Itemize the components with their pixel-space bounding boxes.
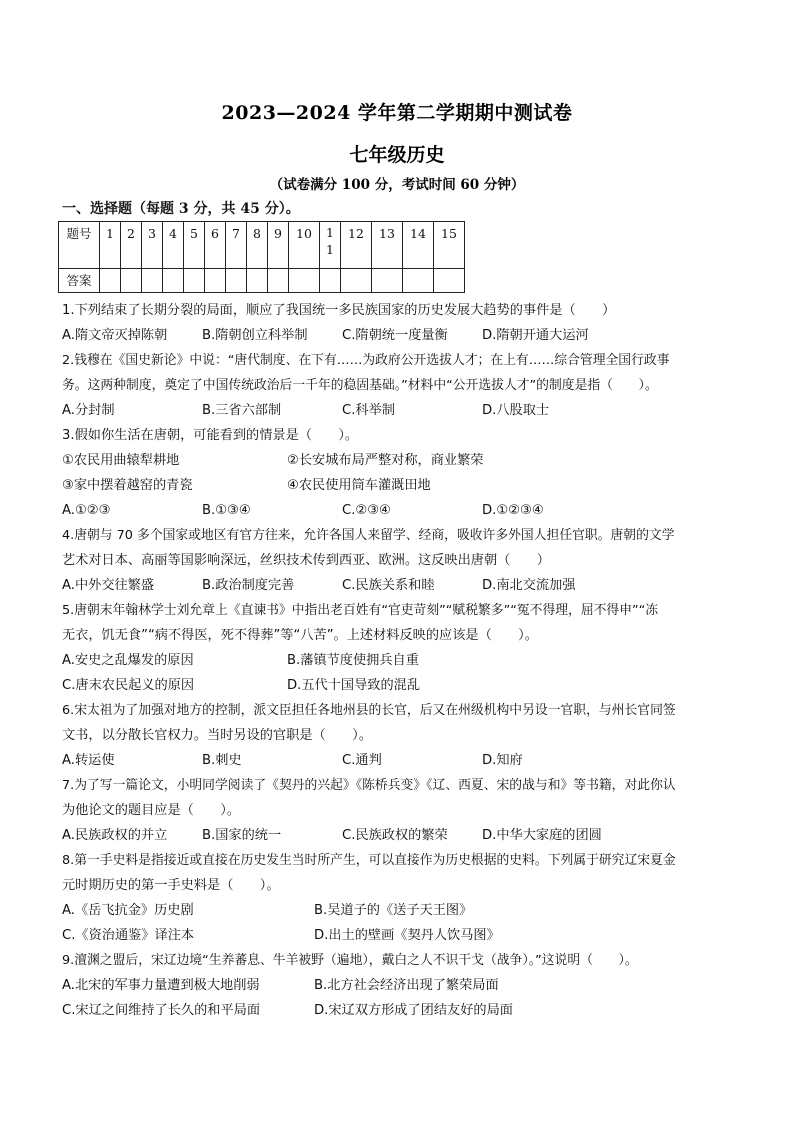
- grid-number-split: [320, 222, 341, 269]
- question-8-option-d: D.出土的壁画《契丹人饮马图》: [314, 928, 500, 943]
- question-2-option-b: B.三省六部制: [202, 403, 282, 418]
- grid-number: 14: [403, 222, 434, 269]
- question-9-option-a: A.北宋的军事力量遭到极大地削弱: [62, 978, 260, 993]
- question-3-option-b: B.①③④: [202, 503, 251, 518]
- question-8-option-c: C.《资治通鉴》译注本: [62, 928, 195, 943]
- answer-cell[interactable]: [100, 269, 121, 293]
- question-2-stem-line2: 务。这两种制度，奠定了中国传统政治后一千年的稳固基础。”材料中“公开选拔人才”的制度是指（ ）。: [62, 378, 658, 393]
- question-1-option-a: A.隋文帝灭掉陈朝: [62, 328, 168, 343]
- grid-label-number: 题号: [59, 222, 100, 269]
- question-6-option-a: A.转运使: [62, 753, 115, 768]
- exam-note: （试卷满分 100 分，考试时间 60 分钟）: [269, 177, 525, 193]
- answer-grid-number-row: [59, 222, 465, 269]
- question-4-stem-line2: 艺术对日本、高丽等国影响深远，丝织技术传到西亚、欧洲。这反映出唐朝（ ）: [62, 553, 550, 568]
- question-3-statement-3: ③家中摆着越窑的青瓷: [62, 478, 193, 493]
- question-4-option-d: D.南北交流加强: [482, 578, 576, 593]
- question-4-option-c: C.民族关系和睦: [342, 578, 435, 593]
- answer-cell[interactable]: [434, 269, 465, 293]
- question-5-stem-line1: 5.唐朝末年翰林学士刘允章上《直谏书》中指出老百姓有“官吏苛刻”“赋税繁多”“冤不得理，屈不得申”“冻: [62, 603, 659, 618]
- grid-number: 5: [184, 222, 205, 269]
- question-1-option-d: D.隋朝开通大运河: [482, 328, 589, 343]
- answer-grid: [58, 221, 465, 293]
- answer-cell[interactable]: [268, 269, 289, 293]
- grid-number: 13: [372, 222, 403, 269]
- question-3-statement-4: ④农民使用筒车灌溉田地: [287, 478, 431, 493]
- question-5-stem-line2: 无衣，饥无食”“病不得医，死不得葬”等“八苦”。上述材料反映的应该是（ ）。: [62, 628, 538, 643]
- question-3-stem: 3.假如你生活在唐朝，可能看到的情景是（ ）。: [62, 428, 359, 443]
- question-5-option-b: B.藩镇节度使拥兵自重: [287, 653, 419, 668]
- question-7-stem-line1: 7.为了写一篇论文，小明同学阅读了《契丹的兴起》《陈桥兵变》《辽、西夏、宋的战与和》等书籍，对此你认: [62, 778, 676, 793]
- answer-cell[interactable]: [320, 269, 341, 293]
- answer-cell[interactable]: [247, 269, 268, 293]
- answer-cell[interactable]: [403, 269, 434, 293]
- exam-subject: 七年级历史: [349, 144, 445, 166]
- question-3-option-d: D.①②③④: [482, 503, 544, 518]
- question-9-option-d: D.宋辽双方形成了团结友好的局面: [314, 1003, 513, 1018]
- question-8-option-a: A.《岳飞抗金》历史剧: [62, 903, 194, 918]
- answer-cell[interactable]: [372, 269, 403, 293]
- exam-title: 2023—2024 学年第二学期期中测试卷: [221, 102, 573, 124]
- grid-number: 3: [142, 222, 163, 269]
- grid-number: 4: [163, 222, 184, 269]
- answer-cell[interactable]: [341, 269, 372, 293]
- question-5-option-d: D.五代十国导致的混乱: [287, 678, 421, 693]
- question-8-stem-line2: 元时期历史的第一手史料是（ ）。: [62, 878, 280, 893]
- question-4-stem-line1: 4.唐朝与 70 多个国家或地区有官方往来，允许各国人来留学、经商，吸收许多外国人担任官职。唐朝的文学: [62, 528, 675, 543]
- grid-number: 2: [121, 222, 142, 269]
- answer-cell[interactable]: [184, 269, 205, 293]
- question-7-option-b: B.国家的统一: [202, 828, 282, 843]
- answer-cell[interactable]: [289, 269, 320, 293]
- question-7-option-d: D.中华大家庭的团圆: [482, 828, 602, 843]
- question-3-statement-1: ①农民用曲辕犁耕地: [62, 453, 180, 468]
- question-7-stem-line2: 为他论文的题目应是（ ）。: [62, 803, 241, 818]
- answer-cell[interactable]: [226, 269, 247, 293]
- grid-number: 1: [100, 222, 121, 269]
- answer-cell[interactable]: [205, 269, 226, 293]
- question-9-option-c: C.宋辽之间维持了长久的和平局面: [62, 1003, 261, 1018]
- question-7-option-a: A.民族政权的并立: [62, 828, 168, 843]
- answer-cell[interactable]: [121, 269, 142, 293]
- question-6-option-b: B.刺史: [202, 753, 242, 768]
- answer-cell[interactable]: [142, 269, 163, 293]
- question-2-stem-line1: 2.钱穆在《国史新论》中说：“唐代制度、在下有……为政府公开选拔人才；在上有……综合管理全国行政事: [62, 353, 670, 368]
- grid-number: 15: [434, 222, 465, 269]
- question-9-option-b: B.北方社会经济出现了繁荣局面: [314, 978, 499, 993]
- grid-number: 7: [226, 222, 247, 269]
- question-2-option-a: A.分封制: [62, 403, 115, 418]
- question-3-option-c: C.②③④: [342, 503, 391, 518]
- question-4-option-b: B.政治制度完善: [202, 578, 295, 593]
- question-8-stem-line1: 8.第一手史料是指接近或直接在历史发生当时所产生，可以直接作为历史根据的史料。下列属于研究辽宋夏金: [62, 853, 676, 868]
- question-1-option-b: B.隋朝创立科举制: [202, 328, 308, 343]
- grid-number-split-bottom: 1: [326, 242, 334, 257]
- question-1-option-c: C.隋朝统一度量衡: [342, 328, 448, 343]
- question-2-option-d: D.八股取士: [482, 403, 550, 418]
- grid-number: 12: [341, 222, 372, 269]
- question-6-option-d: D.知府: [482, 753, 523, 768]
- question-1-stem: 1.下列结束了长期分裂的局面，顺应了我国统一多民族国家的历史发展大趋势的事件是（ ）: [62, 303, 616, 318]
- question-4-option-a: A.中外交往繁盛: [62, 578, 155, 593]
- grid-number: 10: [289, 222, 320, 269]
- question-5-option-a: A.安史之乱爆发的原因: [62, 653, 194, 668]
- question-5-option-c: C.唐末农民起义的原因: [62, 678, 195, 693]
- grid-number: 8: [247, 222, 268, 269]
- question-9-stem: 9.澶渊之盟后，宋辽边境“生养蕃息、牛羊被野（遍地），戴白之人不识干戈（战争）。”这说明（ ）。: [62, 953, 638, 968]
- question-6-stem-line1: 6.宋太祖为了加强对地方的控制，派文臣担任各地州县的长官，后又在州级机构中另设一官职，与州长官同签: [62, 703, 676, 718]
- question-6-stem-line2: 文书，以分散长官权力。当时另设的官职是（ ）。: [62, 728, 372, 743]
- question-8-option-b: B.吴道子的《送子天王图》: [314, 903, 473, 918]
- answer-grid-answer-row: [59, 269, 465, 293]
- grid-label-answer: 答案: [59, 269, 100, 293]
- section-heading: 一、选择题（每题 3 分，共 45 分）。: [62, 201, 300, 217]
- question-2-option-c: C.科举制: [342, 403, 395, 418]
- answer-cell[interactable]: [163, 269, 184, 293]
- question-7-option-c: C.民族政权的繁荣: [342, 828, 448, 843]
- grid-number: 9: [268, 222, 289, 269]
- question-3-statement-2: ②长安城布局严整对称，商业繁荣: [287, 453, 484, 468]
- grid-number: 6: [205, 222, 226, 269]
- question-3-option-a: A.①②③: [62, 503, 111, 518]
- grid-number-split-top: 1: [326, 225, 334, 240]
- question-6-option-c: C.通判: [342, 753, 382, 768]
